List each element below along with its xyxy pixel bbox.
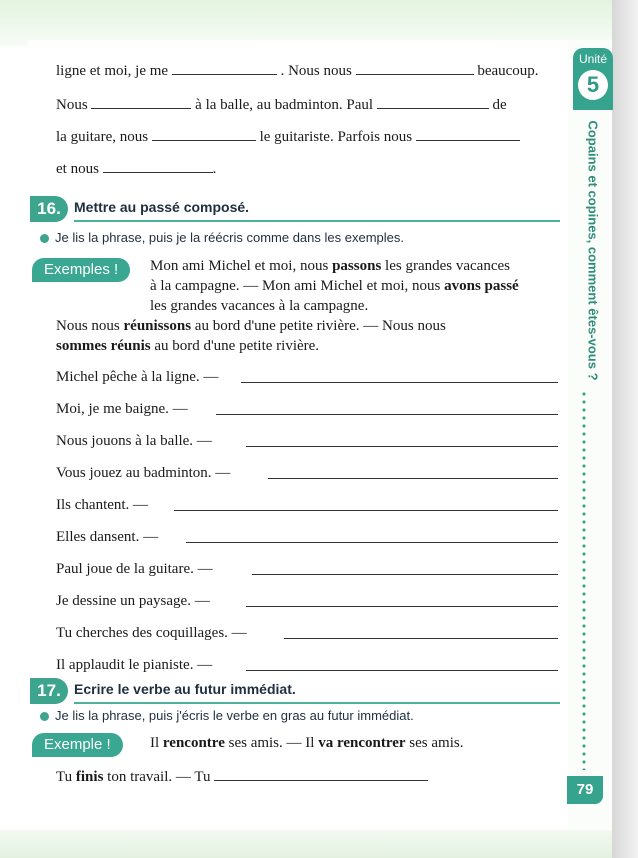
task16-instruction: Je lis la phrase, puis je la réécris comme dans les exemples.	[40, 230, 404, 245]
answer-blank[interactable]	[216, 402, 558, 415]
examples-badge: Exemples !	[32, 258, 130, 282]
exercise-item: Ils chantent. —	[56, 497, 558, 514]
task16-number: 16.	[30, 196, 68, 222]
task17-title: Ecrire le verbe au futur immédiat.	[74, 681, 296, 697]
exercise-item: Il applaudit le pianiste. —	[56, 657, 558, 674]
page-number: 79	[567, 776, 603, 804]
ex15-line1: ligne et moi, je me . Nous nous beaucoup.	[56, 63, 539, 79]
example-line: à la campagne. — Mon ami Michel et moi, nous avons passé	[150, 278, 519, 294]
exercise-item: Tu cherches des coquillages. —	[56, 625, 558, 642]
example-line: Mon ami Michel et moi, nous passons les grandes vacances	[150, 258, 510, 274]
bullet-icon	[40, 712, 49, 721]
ex15-line2: Nous à la balle, au badminton. Paul de	[56, 97, 507, 113]
unit-title: Copains et copines, comment êtes-vous ?	[585, 120, 601, 381]
task17-header	[30, 678, 560, 704]
answer-blank[interactable]	[91, 96, 191, 109]
answer-blank[interactable]	[284, 626, 558, 639]
answer-blank[interactable]	[377, 96, 489, 109]
unit-badge	[573, 48, 613, 110]
exercise-item: Tu finis ton travail. — Tu	[56, 768, 428, 786]
example-line: sommes réunis au bord d'une petite rivière.	[56, 338, 320, 354]
answer-blank[interactable]	[174, 498, 558, 511]
answer-blank[interactable]	[103, 160, 213, 173]
exercise-item: Michel pêche à la ligne. —	[56, 369, 558, 386]
answer-blank[interactable]	[152, 128, 256, 141]
answer-blank[interactable]	[246, 434, 558, 447]
bottom-band	[0, 830, 612, 858]
dotted-line	[582, 390, 586, 770]
answer-blank[interactable]	[172, 62, 277, 75]
exercise-item: Vous jouez au badminton. —	[56, 465, 558, 482]
answer-blank[interactable]	[252, 562, 558, 575]
answer-blank[interactable]	[246, 594, 558, 607]
exercise-item: Je dessine un paysage. —	[56, 593, 558, 610]
task17-number: 17.	[30, 678, 68, 704]
exercise-item: Elles dansent. —	[56, 529, 558, 546]
exercise-item: Moi, je me baigne. —	[56, 401, 558, 418]
answer-blank[interactable]	[214, 768, 428, 781]
answer-blank[interactable]	[268, 466, 558, 479]
ex15-line3: la guitare, nous le guitariste. Parfois nous	[56, 128, 520, 146]
task16-header	[30, 196, 560, 222]
bullet-icon	[40, 234, 49, 243]
divider	[74, 220, 560, 222]
answer-blank[interactable]	[246, 658, 558, 671]
example-badge: Exemple !	[32, 733, 123, 757]
ex15-line4: et nous .	[56, 161, 217, 177]
page-edge	[612, 0, 638, 858]
exercise-item: Nous jouons à la balle. —	[56, 433, 558, 450]
example-line: les grandes vacances à la campagne.	[150, 298, 369, 314]
unit-number: 5	[578, 70, 608, 100]
unit-label: Unité	[578, 52, 607, 66]
answer-blank[interactable]	[186, 530, 558, 543]
task16-title: Mettre au passé composé.	[74, 199, 250, 215]
answer-blank[interactable]	[241, 370, 558, 383]
task17-instruction: Je lis la phrase, puis j'écris le verbe en gras au futur immédiat.	[40, 708, 414, 723]
divider	[74, 702, 560, 704]
example-line: Nous nous réunissons au bord d'une petite rivière. — Nous nous	[56, 318, 446, 334]
exercise-item: Paul joue de la guitare. —	[56, 561, 558, 578]
answer-blank[interactable]	[356, 62, 474, 75]
example-line: Il rencontre ses amis. — Il va rencontrer ses amis.	[150, 735, 464, 751]
answer-blank[interactable]	[416, 128, 520, 141]
